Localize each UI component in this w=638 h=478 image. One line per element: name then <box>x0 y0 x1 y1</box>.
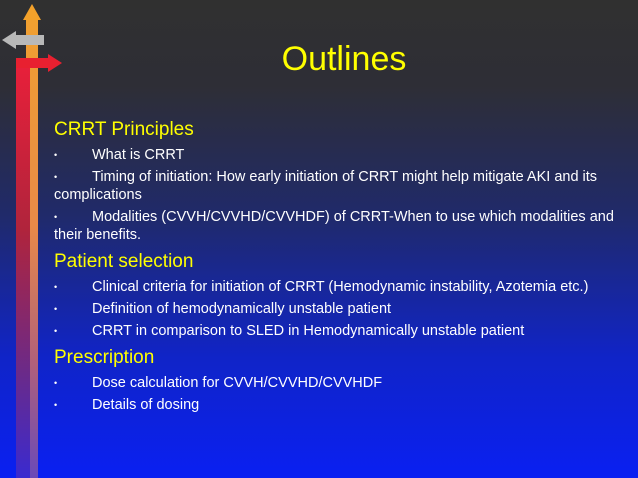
bullet-icon: • <box>54 304 58 314</box>
bullet-icon: • <box>54 400 58 410</box>
list-item: • CRRT in comparison to SLED in Hemodynamically unstable patient <box>54 323 525 339</box>
slide-title: Outlines <box>281 40 407 78</box>
list-item: • Definition of hemodynamically unstable patient <box>54 301 392 317</box>
list-item: • Details of dosing <box>54 397 200 413</box>
bullet-icon: • <box>54 150 58 160</box>
list-item: • What is CRRT <box>54 147 185 163</box>
section-heading: Patient selection <box>54 251 194 272</box>
list-item: • Timing of initiation: How early initiation of CRRT might help mitigate AKI and its complications <box>54 169 598 203</box>
up-arrow-icon <box>23 4 41 20</box>
list-item: • Modalities (CVVH/CVVHD/CVVHDF) of CRRT-When to use which modalities and their benefits. <box>54 209 614 243</box>
slide-content <box>54 118 624 420</box>
bullet-icon: • <box>54 378 58 388</box>
section-crrt-principles <box>54 118 624 244</box>
section-prescription <box>54 346 624 414</box>
list-item: • Dose calculation for CVVH/CVVHD/CVVHDF <box>54 375 383 391</box>
section-heading: CRRT Principles <box>54 119 194 140</box>
bullet-icon: • <box>54 326 58 336</box>
list-item: • Clinical criteria for initiation of CRRT (Hemodynamic instability, Azotemia etc.) <box>54 279 589 295</box>
section-heading: Prescription <box>54 347 155 368</box>
bullet-icon: • <box>54 282 58 292</box>
bullet-icon: • <box>54 212 58 222</box>
decorative-red-bar <box>16 64 30 478</box>
section-patient-selection <box>54 250 624 340</box>
bullet-icon: • <box>54 172 58 182</box>
